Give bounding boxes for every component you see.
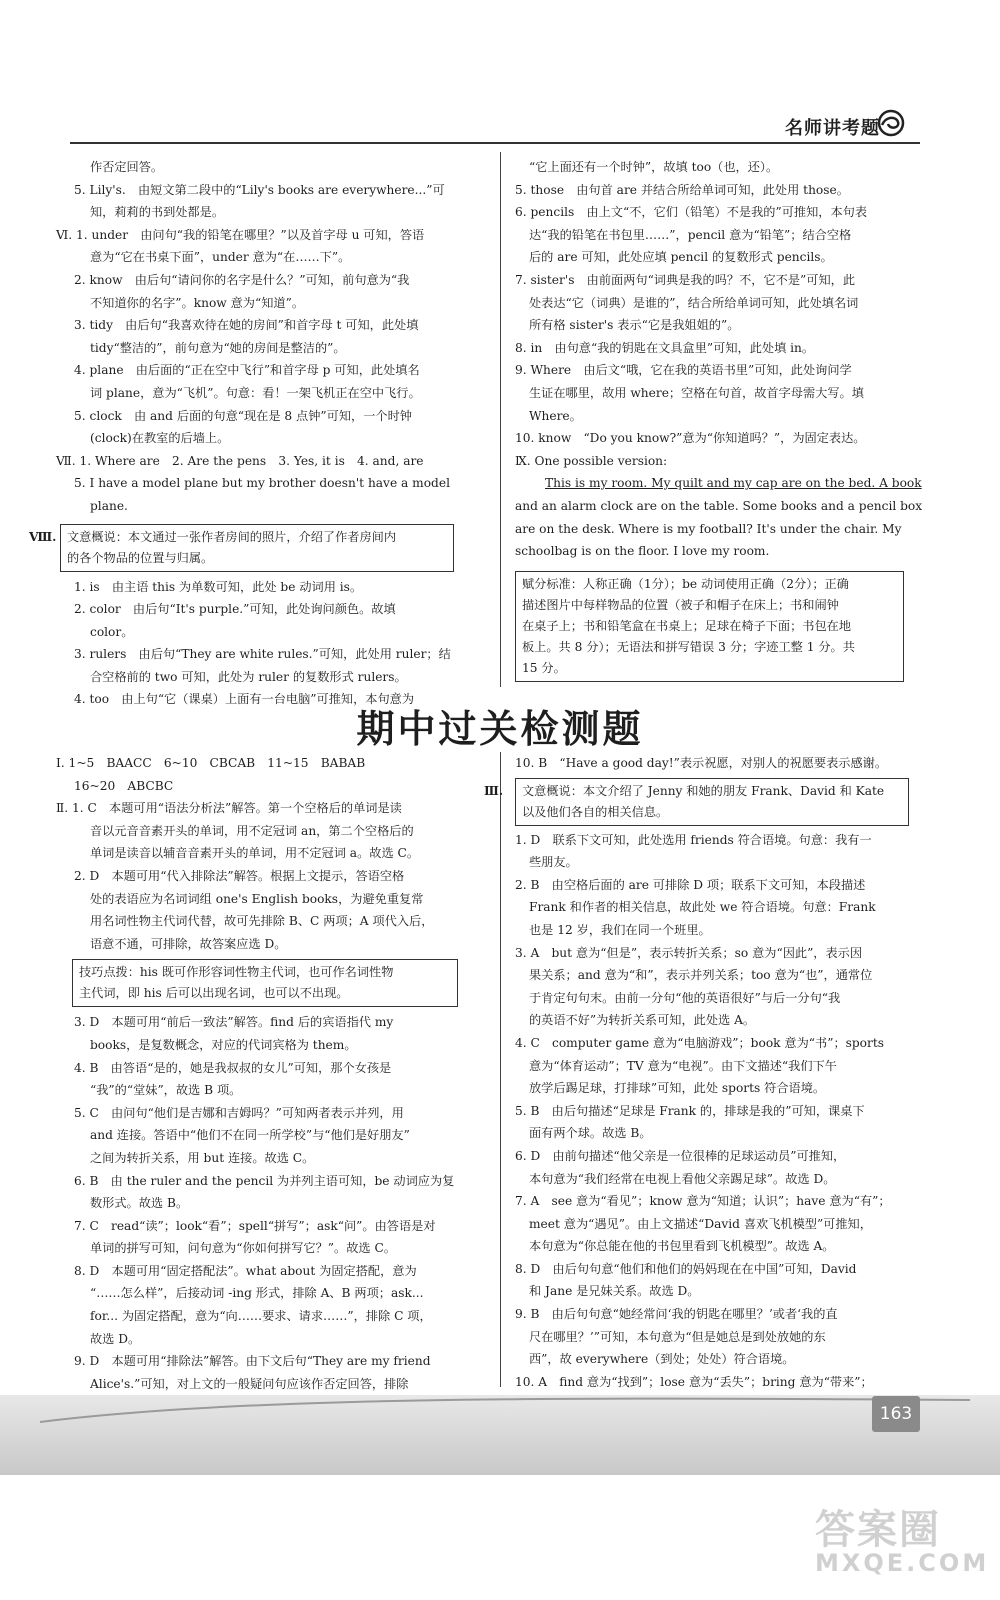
text-line: 7. sister's 由前面两句“词典是我的吗？不，它不是”可知，此 [515, 272, 856, 287]
answer-lines-vi-vii [56, 156, 480, 518]
answer-lines-viii [60, 576, 480, 712]
text-line: 5. those 由句首 are 并结合所给单词可知，此处用 those。 [515, 182, 849, 197]
summary-box-iii [484, 778, 909, 826]
text-line: 本句意为“我们经常在电视上看他父亲踢足球”。故选 D。 [529, 1171, 836, 1186]
text-line: meet 意为“遇见”。由上文描述“David 喜欢飞机模型”可推知， [529, 1216, 872, 1231]
text-line: 4. too 由上句“它（课桌）上面有一台电脑”可推知，本句意为 [74, 692, 415, 707]
text-line: 放学后踢足球，打排球”可知，此处 sports 符合语境。 [529, 1081, 826, 1096]
text-line: 的英语不好”为转折关系可知，此处选 A。 [529, 1013, 756, 1028]
box-line: 文意概说：本文介绍了 Jenny 和她的朋友 Frank、David 和 Kate [522, 783, 885, 798]
box-marker: Ⅷ. [29, 529, 57, 544]
text-line: Ⅶ. 1. Where are 2. Are the pens 3. Yes, it is 4. and, are [56, 453, 424, 468]
text-line: 9. B 由后句句意“她经常问‘我的钥匙在哪里？’或者‘我的直 [515, 1307, 838, 1322]
text-line: 单词的拼写可知，问句意为“你如何拼写它？”。故选 C。 [90, 1241, 396, 1256]
text-line: color。 [90, 624, 134, 639]
text-line: 所有格 sister's 表示“它是我姐姐的”。 [529, 318, 740, 333]
text-line: 2. color 由后句“It's purple.”可知，此处询问颜色。故填 [74, 602, 396, 617]
text-line: 5. I have a model plane but my brother doesn't have a model [74, 476, 450, 491]
text-line: 作否定回答。 [90, 160, 164, 174]
essay-line: schoolbag is on the floor. I love my room. [515, 544, 770, 559]
box-line: 板上。共 8 分）；无语法和拼写错误 3 分；字迹工整 1 分。共 [522, 639, 855, 654]
text-line: 6. B 由 the ruler and the pencil 为并列主语可知，be 动词应为复 [74, 1173, 455, 1188]
text-line: Where。 [529, 408, 582, 423]
scoring-criteria-box [515, 571, 904, 682]
box-line: 描述图片中每样物品的位置（被子和帽子在床上；书和闹钟 [522, 597, 839, 612]
text-line: 达“我的铅笔在书包里……”，pencil 意为“铅笔”；结合空格 [529, 227, 852, 242]
text-line: 意为“它在书桌下面”，under 意为“在……下”。 [90, 250, 351, 265]
box-line: 技巧点拨：his 既可作形容词性物主代词，也可作名词性物 [79, 965, 394, 980]
text-line: 1. is 由主语 this 为单数可知，此处 be 动词用 is。 [74, 579, 363, 594]
text-line: Ⅵ. 1. under 由问句“我的铅笔在哪里？”以及首字母 u 可知，答语 [56, 227, 425, 242]
text-line: 2. know 由后句“请问你的名字是什么？”可知，前句意为“我 [74, 272, 410, 287]
text-line: 3. rulers 由后句“They are white rules.”可知，此处用 ruler；结 [74, 647, 451, 662]
text-line: 10. know “Do you know?”意为“你知道吗？”，为固定表达。 [515, 431, 866, 446]
text-line: 用名词性物主代词代替，故可先排除 B、C 两项；A 项代入后， [90, 914, 434, 929]
page-number: 163 [872, 1396, 920, 1432]
summary-box-viii [29, 524, 454, 572]
text-line: 果关系；and 意为“和”，表示并列关系；too 意为“也”，通常位 [529, 968, 873, 983]
top-right-column [515, 156, 925, 682]
answer-lines-i-ii [56, 752, 480, 955]
text-line: 4. C computer game 意为“电脑游戏”；book 意为“书”；sports [515, 1035, 884, 1050]
text-line: 8. D 本题可用“固定搭配法”。what about 为固定搭配，意为 [74, 1263, 417, 1278]
box-marker: Ⅲ. [484, 783, 504, 798]
text-line: 5. B 由后句描述“足球是 Frank 的，排球是我的”可知，课桌下 [515, 1103, 865, 1118]
text-line: (clock)在教室的后墙上。 [90, 431, 230, 446]
text-line: 合空格前的 two 可知，此处为 ruler 的复数形式 rulers。 [90, 669, 407, 684]
text-line: 语意不通，可排除，故答案应选 D。 [90, 936, 287, 951]
bottom-right-column [484, 752, 925, 1439]
text-line: 6. D 由前句描述“他父亲是一位很棒的足球运动员”可推知， [515, 1148, 846, 1163]
text-line: 1. D 联系下文可知，此处选用 friends 符合语境。句意：我有一 [515, 832, 872, 847]
top-left-column [29, 156, 480, 711]
text-line: 面有两个球。故选 B。 [529, 1126, 652, 1141]
text-line: 5. Lily's. 由短文第二段中的“Lily's books are everywhere...”可 [74, 182, 445, 197]
header-divider [70, 142, 920, 144]
text-line: 8. in 由句意“我的钥匙在文具盒里”可知，此处填 in。 [515, 340, 815, 355]
box-line: 15 分。 [522, 660, 566, 675]
text-line: 6. pencils 由上文“不，它们（铅笔）不是我的”可推知，本句表 [515, 205, 868, 220]
text-line: 不知道你的名字”。know 意为“知道”。 [90, 295, 305, 310]
answer-lines-iii [515, 829, 925, 1439]
text-line: 生证在哪里，故用 where；空格在句首，故首字母需大写。填 [529, 385, 864, 400]
box-line: 的各个物品的位置与归属。 [67, 550, 214, 565]
text-line: books，是复数概念，对应的代词宾格为 them。 [90, 1037, 357, 1052]
text-line: tidy“整洁的”，前句意为“她的房间是整洁的”。 [90, 340, 346, 355]
box-line: 以及他们各自的相关信息。 [522, 804, 669, 819]
text-line: Ⅱ. 1. C 本题可用“语法分析法”解答。第一个空格后的单词是读 [56, 801, 402, 816]
text-line: 7. A see 意为“看见”；know 意为“知道；认识”；have 意为“有”； [515, 1194, 891, 1209]
text-line: 处的表语应为名词词组 one's English books，为避免重复常 [90, 891, 424, 906]
text-line: “它上面还有一个时钟”，故填 too（也，还）。 [529, 160, 779, 174]
text-line: 故选 D。 [90, 1331, 141, 1346]
text-line: 3. D 本题可用“前后一致法”解答。find 后的宾语指代 my [74, 1015, 394, 1030]
essay-line: and an alarm clock are on the table. Some books and a pencil box [515, 498, 923, 513]
text-line: Alice's.”可知，对上文的一般疑问句应该作否定回答，排除 [90, 1376, 409, 1391]
box-line: 在桌子上；书和铅笔盒在书桌上；足球在椅子下面；书包在地 [522, 618, 852, 633]
text-line: 些朋友。 [529, 855, 578, 870]
text-line: 后的 are 可知，此处应填 pencil 的复数形式 pencils。 [529, 250, 833, 265]
bottom-left-column [56, 752, 480, 1470]
text-line: 4. B 由答语“是的，她是我叔叔的女儿”可知，那个女孩是 [74, 1060, 392, 1075]
column-divider [500, 752, 501, 1387]
text-line: 处表达“它（词典）是谁的”，结合所给单词可知，此处填名词 [529, 295, 859, 310]
text-line: and 连接。答语中“他们不在同一所学校”与“他们是好朋友” [90, 1128, 410, 1143]
text-line: 16~20 ABCBC [74, 778, 174, 793]
text-line: plane. [90, 498, 128, 513]
text-line: 3. tidy 由后句“我喜欢待在她的房间”和首字母 t 可知，此处填 [74, 318, 419, 333]
text-line: 意为“体育运动”；TV 意为“电视”。由下文描述“我们下午 [529, 1058, 837, 1073]
text-line: for... 为固定搭配，意为“向……要求、请求……”，排除 C 项， [90, 1309, 432, 1324]
text-line: 于肯定句句末。由前一分句“他的英语很好”与后一分句“我 [529, 990, 841, 1005]
text-line: Ⅸ. One possible version: [515, 453, 668, 468]
text-line: 9. D 本题可用“排除法”解答。由下文后句“They are my friend [74, 1354, 431, 1369]
text-line: 7. C read“读”；look“看”；spell“拼写”；ask“问”。由答语是对 [74, 1218, 436, 1233]
text-line: 2. B 由空格后面的 are 可排除 D 项；联系下文可知，本段描述 [515, 877, 866, 892]
text-line: 10. A find 意为“找到”；lose 意为“丢失”；bring 意为“带来”； [515, 1374, 873, 1389]
text-line: 音以元音音素开头的单词，用不定冠词 an，第二个空格后的 [90, 823, 414, 838]
sample-essay [515, 472, 925, 562]
text-line: 4. plane 由后面的“正在空中飞行”和首字母 p 可知，此处填名 [74, 363, 420, 378]
text-line: 9. Where 由后文“哦，它在我的英语书里”可知，此处询问学 [515, 363, 852, 378]
text-line: 本句意为“你总能在他的书包里看到飞机模型”。故选 A。 [529, 1239, 835, 1254]
running-header-title: 名师讲考题 [785, 118, 880, 139]
box-line: 主代词，即 his 后可以出现名词，也可以不出现。 [79, 986, 349, 1001]
box-line: 赋分标准：人称正确（1分）；be 动词使用正确（2分）；正确 [522, 576, 849, 591]
swirl-logo-icon [876, 108, 906, 138]
box-line: 文意概说：本文通过一张作者房间的照片，介绍了作者房间内 [67, 529, 397, 544]
text-line: Frank 和作者的相关信息，故此处 we 符合语境。句意：Frank [529, 900, 876, 915]
text-line: 西”，故 everywhere（到处；处处）符合语境。 [529, 1352, 795, 1367]
footer-wave-decoration [40, 1392, 970, 1452]
text-line: 2. D 本题可用“代入排除法”解答。根据上文提示，答语空格 [74, 868, 405, 883]
section-title: 期中过关检测题 [356, 707, 644, 751]
text-line: 单词是读音以辅音音素开头的单词，用不定冠词 a。故选 C。 [90, 846, 420, 861]
text-line: 和 Jane 是兄妹关系。故选 D。 [529, 1284, 700, 1299]
watermark-logo [815, 1498, 989, 1577]
text-line: 10. B “Have a good day!”表示祝愿，对别人的祝愿要表示感谢。 [515, 756, 888, 770]
text-line: 尺在哪里？’”可知，本句意为“但是她总是到处放她的东 [529, 1329, 826, 1344]
text-line: “我”的“堂妹”，故选 B 项。 [90, 1083, 242, 1098]
text-line: Ⅰ. 1~5 BAACC 6~10 CBCAB 11~15 BABAB [56, 756, 366, 770]
watermark-url: MXQE.COM [815, 1549, 990, 1577]
text-line: 词 plane，意为“飞机”。句意：看！一架飞机正在空中飞行。 [90, 385, 421, 400]
text-line: 数形式。故选 B。 [90, 1196, 189, 1211]
text-line: 也是 12 岁，我们在同一个班里。 [529, 922, 711, 937]
text-line: 8. D 由后句句意“他们和他们的妈妈现在在中国”可知，David [515, 1261, 857, 1276]
essay-line: This is my room. My quilt and my cap are on the bed. A book [545, 476, 922, 491]
answer-lines-right [515, 156, 925, 472]
answer-line-10b [515, 752, 925, 775]
text-line: 5. C 由问句“他们是吉娜和吉姆吗？”可知两者表示并列，用 [74, 1105, 404, 1120]
text-line: 3. A but 意为“但是”，表示转折关系；so 意为“因此”，表示因 [515, 945, 863, 960]
text-line: 5. clock 由 and 后面的句意“现在是 8 点钟”可知，一个时钟 [74, 408, 412, 423]
answer-lines-ii-cont [60, 1011, 480, 1418]
text-line: 知，莉莉的书到处都是。 [90, 205, 225, 220]
watermark-text: 答案圈 [815, 1507, 941, 1553]
essay-line: are on the desk. Where is my football? It's under the chair. My [515, 521, 902, 536]
tip-box [72, 959, 458, 1007]
text-line: 之间为转折关系，用 but 连接。故选 C。 [90, 1150, 315, 1165]
column-divider [500, 152, 501, 687]
text-line: “……怎么样”，后接动词 -ing 形式，排除 A、B 两项；ask... [90, 1286, 424, 1301]
